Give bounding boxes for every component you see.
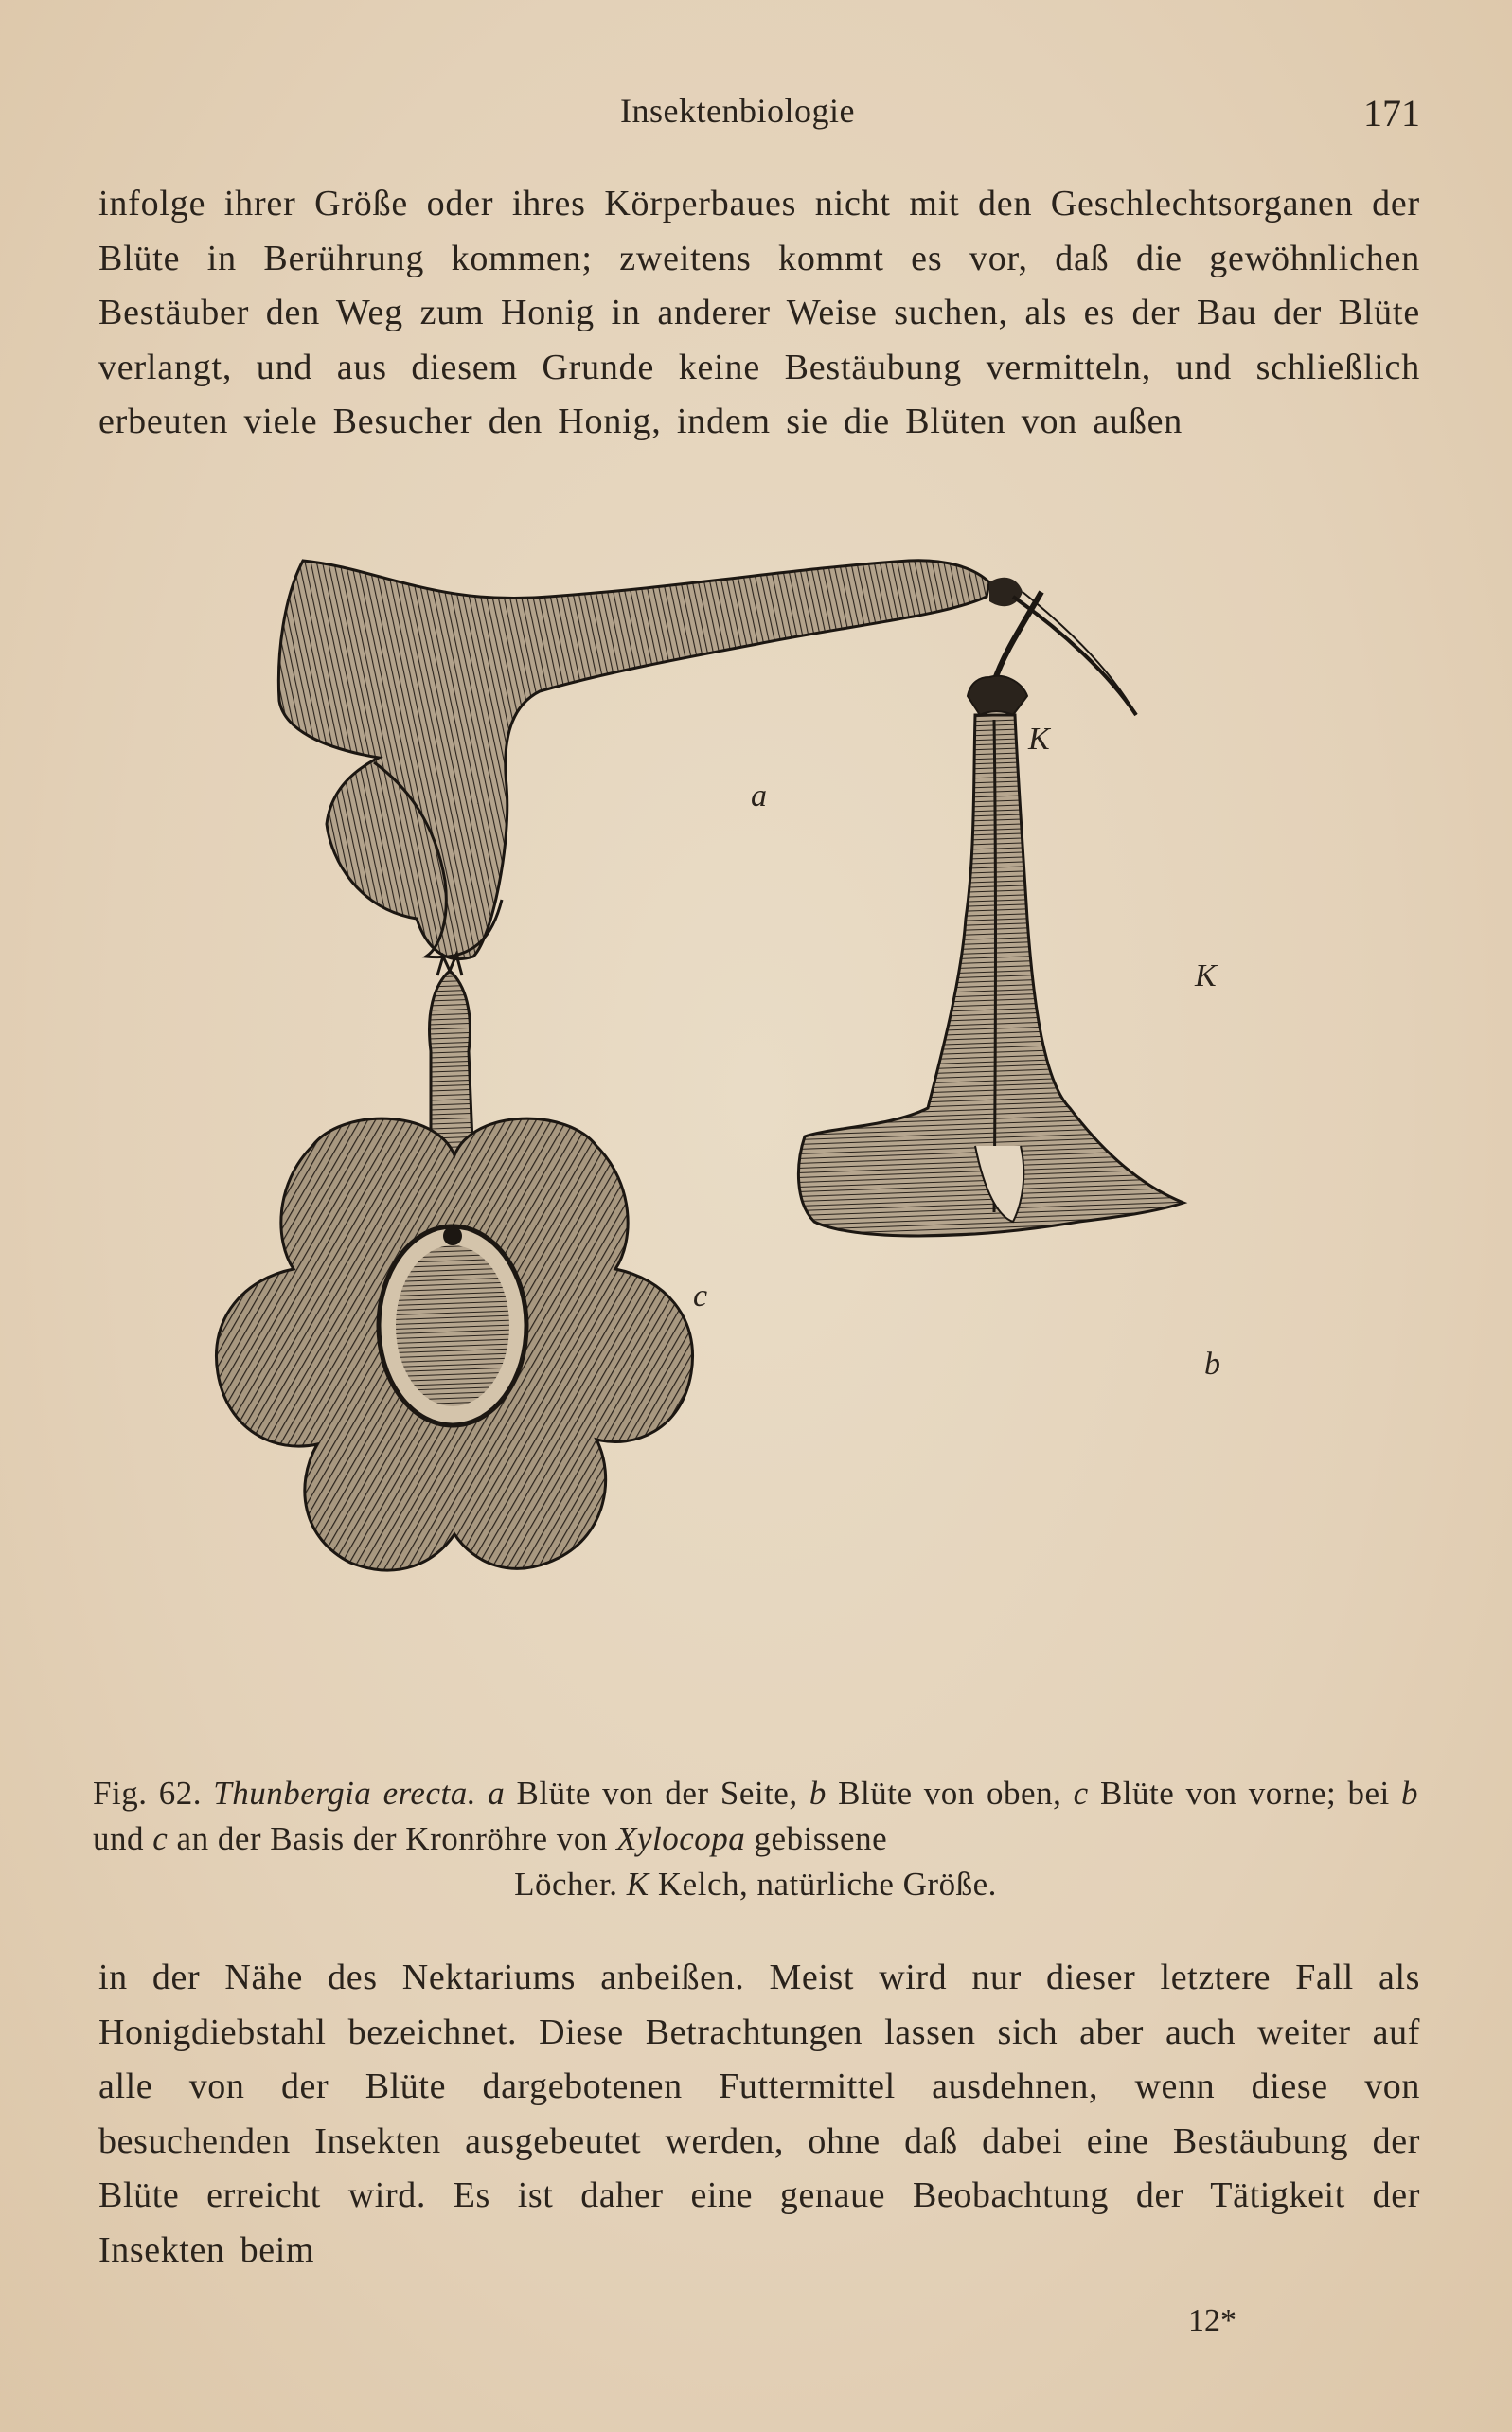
caption-k-letter: K <box>626 1866 649 1903</box>
caption-a-letter: a <box>488 1775 506 1812</box>
caption-genus: Xylocopa <box>616 1820 746 1857</box>
caption-c-letter: c <box>1073 1775 1089 1812</box>
running-head: Insektenbiologie <box>620 92 855 130</box>
label-k-right: K <box>1195 958 1217 993</box>
caption-loecher: Löcher. <box>514 1866 618 1903</box>
flower-c-front-view <box>216 955 692 1570</box>
paragraph-bottom: in der Nähe des Nektariums anbeißen. Meist wird nur dieser letztere Fall als Honigdiebstahl bezeichnet. Diese Betrachtungen lassen sich aber auch weiter auf alle von der Blüte dargebotenen Futtermittel ausdehnen, wenn diese von besuchenden Insekten ausgebeutet werden, ohne daß dabei eine Bestäubung der Blüte erreicht wird. Es ist daher eine genaue Beobachtung der Tätigkeit der Insekten beim <box>98 1958 1420 2270</box>
caption-gebissene: gebissene <box>754 1820 888 1857</box>
figure-caption <box>93 1771 1418 1907</box>
figure-62 <box>189 540 1373 1733</box>
paragraph-top: infolge ihrer Größe oder ihres Körperbaues nicht mit den Geschlechtsorganen der Blüte in Berührung kommen; zweitens kommt es vor, daß die gewöhnlichen Bestäuber den Weg zum Honig in anderer Weise suchen, als es der Bau der Blüte verlangt, und aus diesem Grunde keine Bestäubung vermitteln, und schließlich erbeuten viele Besucher den Honig, indem sie die Blüten von außen <box>98 184 1420 441</box>
sheet-signature: 12* <box>1188 2303 1236 2338</box>
page-header <box>95 91 1420 138</box>
flower-illustration <box>189 540 1373 1733</box>
flower-b-top-view <box>798 592 1183 1236</box>
caption-line-3 <box>93 1862 1418 1907</box>
label-a: a <box>751 778 767 814</box>
caption-b2-letter: b <box>1401 1775 1419 1812</box>
caption-b-letter: b <box>809 1775 827 1812</box>
page-number: 171 <box>1363 92 1420 134</box>
caption-a-text: Blüte von der Seite, <box>516 1775 798 1812</box>
label-b: b <box>1204 1347 1220 1382</box>
caption-species: Thunbergia erecta. <box>213 1775 476 1812</box>
label-k-top: K <box>1028 722 1050 757</box>
label-c: c <box>693 1279 708 1314</box>
caption-fig-number: Fig. 62. <box>93 1775 202 1812</box>
caption-b-text: Blüte von oben, <box>838 1775 1062 1812</box>
caption-c2-letter: c <box>152 1820 169 1857</box>
caption-c-text: Blüte von vorne; bei <box>1099 1775 1390 1812</box>
caption-und: und <box>93 1820 144 1857</box>
caption-k-text: Kelch, natürliche Größe. <box>657 1866 997 1903</box>
caption-base-text: an der Basis der Kronröhre von <box>176 1820 608 1857</box>
